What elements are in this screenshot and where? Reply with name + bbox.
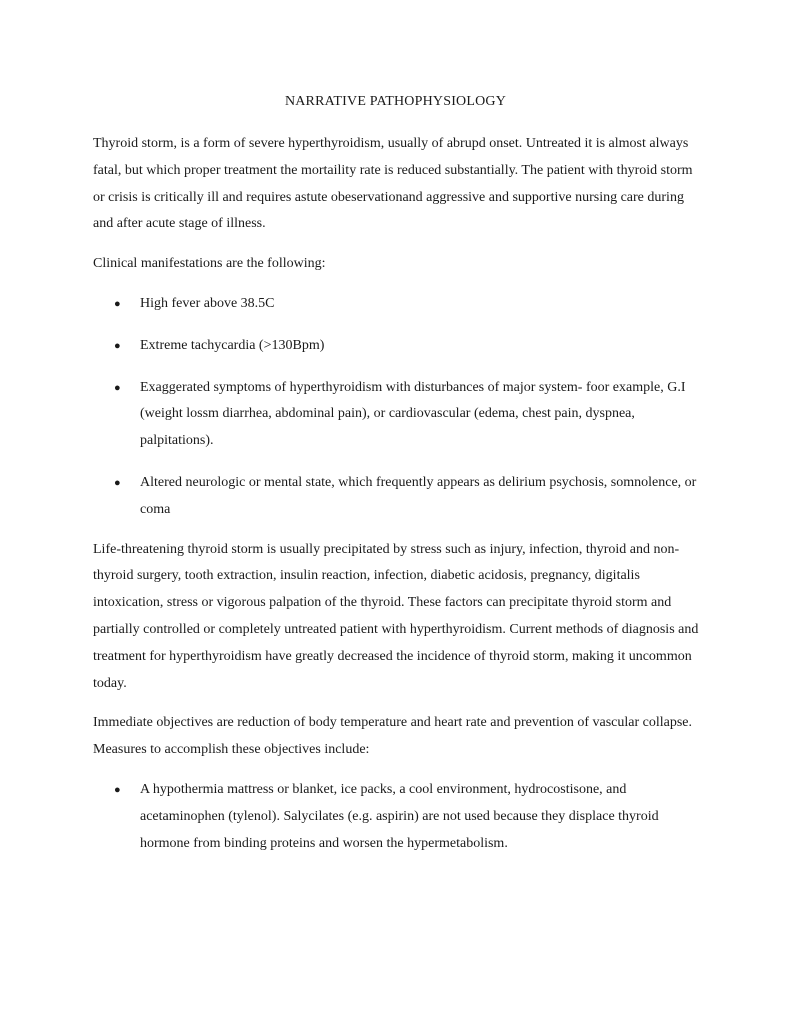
list-item-text: A hypothermia mattress or blanket, ice packs, a cool environment, hydrocostisone, and acetaminophen (tylenol). Salycilates (e.g. aspirin) are not used because they displace thyroid hormone from binding proteins and worsen the hypermetabolism. [140, 781, 659, 851]
list-item [93, 291, 705, 318]
bullet-icon: ● [114, 783, 121, 796]
paragraph-manifestations-lead: Clinical manifestations are the following: [93, 256, 326, 272]
list-item-text: Exaggerated symptoms of hyperthyroidism with disturbances of major system- foor example, G.I (weight lossm diarrhea, abdominal pain), or cardiovascular (edema, chest pain, dyspnea, palpitations). [140, 379, 686, 449]
paragraph-intro: Thyroid storm, is a form of severe hyperthyroidism, usually of abrupd onset. Untreated it is almost always fatal, but which proper treatment the mortaility rate is reduced substantially. The patient with thyroid storm or crisis is critically ill and requires astute obeservationand aggressive and supportive nursing care during and after acute stage of illness. [93, 136, 693, 232]
measures-list [93, 777, 705, 857]
manifestations-list [93, 291, 705, 524]
bullet-icon: ● [114, 476, 121, 489]
list-item-text: High fever above 38.5C [140, 295, 275, 311]
document-body [93, 131, 705, 870]
paragraph-objectives: Immediate objectives are reduction of body temperature and heart rate and prevention of vascular collapse. Measures to accomplish these objectives include: [93, 715, 693, 758]
list-item [93, 470, 705, 524]
list-item [93, 333, 705, 360]
document-title: NARRATIVE PATHOPHYSIOLOGY [284, 94, 507, 109]
paragraph-precipitating-factors: Life-threatening thyroid storm is usually precipitated by stress such as injury, infection, thyroid and non-thyroid surgery, tooth extraction, insulin reaction, infection, diabetic acidosis, pregnancy, digitalis intoxication, stress or vigorous palpation of the thyroid. These factors can precipitate thyroid storm and partially controlled or completely untreated patient with hyperthyroidism. Current methods of diagnosis and treatment for hyperthyroidism have greatly decreased the incidence of thyroid storm, making it uncommon today. [93, 541, 699, 691]
list-item [93, 777, 705, 857]
bullet-icon: ● [114, 339, 121, 352]
list-item [93, 375, 705, 455]
list-item-text: Extreme tachycardia (>130Bpm) [140, 337, 325, 353]
list-item-text: Altered neurologic or mental state, which frequently appears as delirium psychosis, somnolence, or coma [140, 474, 697, 517]
bullet-icon: ● [114, 297, 121, 310]
bullet-icon: ● [114, 381, 121, 394]
